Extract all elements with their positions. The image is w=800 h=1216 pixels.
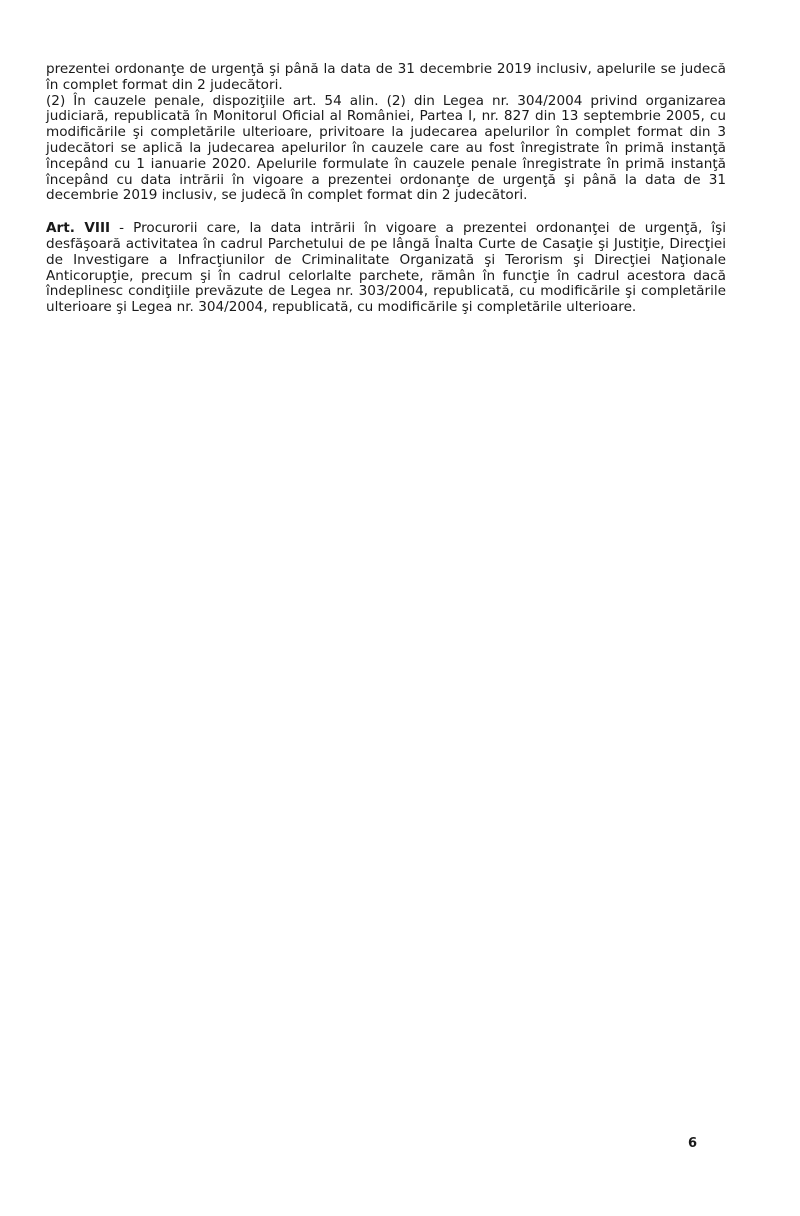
article-viii-label: Art. VIII [46,220,111,237]
page-number: 6 [688,1136,698,1151]
paragraph-gap [46,204,726,221]
article-viii-text: - Procurorii care, la data intrării în vigoare a prezentei ordonanţei de urgenţă, îşi desfăşoară activitatea în cadrul Parchetului de pe lângă Înalta Curte de Casaţie şi Justiţie, Direcţiei de Investigare a Infracţiunilor de Criminalitate Organizată şi Terorism şi Direcţiei Naţionale Anticorupţie, precum şi în cadrul celorlalte parchete, rămân în funcţie în cadrul acestora dacă îndeplinesc condiţiile prevăzute de Legea nr. 303/2004, republicată, cu modificările şi completările ulterioare şi Legea nr. 304/2004, republicată, cu modificările şi completările ulterioare. [46,220,726,316]
paragraph-alin-2: (2) În cauzele penale, dispoziţiile art. 54 alin. (2) din Legea nr. 304/2004 privind organizarea judiciară, republicată în Monitorul Oficial al României, Partea I, nr. 827 din 13 septembrie 2005, cu modificările şi completările ulterioare, privitoare la judecarea apelurilor în complet format din 3 judecători se aplică la judecarea apelurilor în cauzele care au fost înregistrate în primă instanţă începând cu 1 ianuarie 2020. Apelurile formulate în cauzele penale înregistrate în primă instanţă începând cu data intrării în vigoare a prezentei ordonanţe de urgenţă şi până la data de 31 decembrie 2019 inclusiv, se judecă în complet format din 2 judecători. [46,92,726,204]
article-viii-paragraph [46,221,726,316]
paragraph-continuation: prezentei ordonanţe de urgenţă şi până la data de 31 decembrie 2019 inclusiv, apelurile se judecă în complet format din 2 judecători. [46,61,726,93]
document-body [46,62,726,316]
